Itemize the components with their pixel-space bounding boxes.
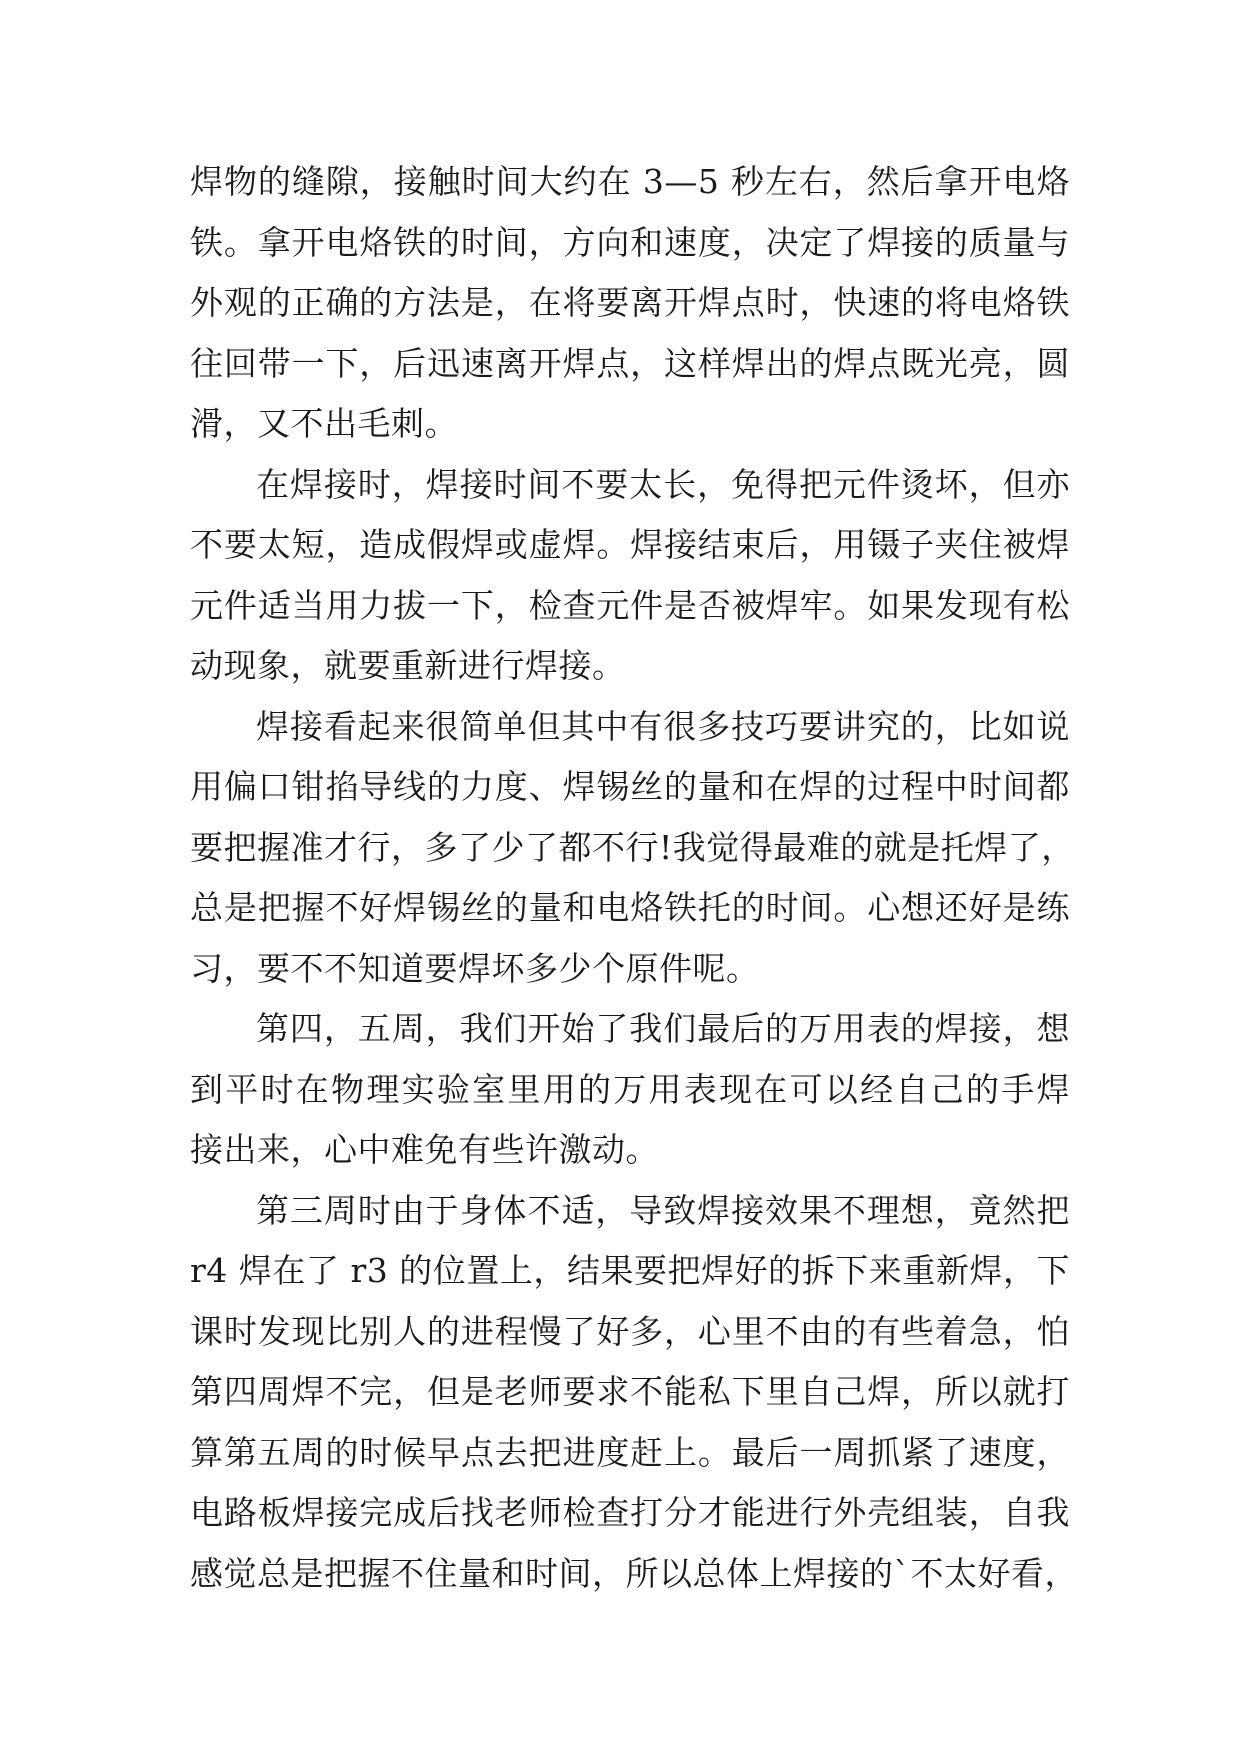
paragraph-first-line: 第四，五周，我们开始了我们最后的万用表的焊接，想 bbox=[256, 1009, 1070, 1048]
text-line: 铁。拿开电烙铁的时间，方向和速度，决定了焊接的质量与 bbox=[190, 222, 1070, 262]
text-line: 课时发现比别人的进程慢了好多，心里不由的有些着急，怕 bbox=[190, 1311, 1070, 1351]
text-line: 焊物的缝隙，接触时间大约在 3—5 秒左右，然后拿开电烙 bbox=[190, 162, 1070, 201]
text-line: 滑，又不出毛刺。 bbox=[190, 404, 458, 443]
paragraph-first-line: 在焊接时，焊接时间不要太长，免得把元件烫坏，但亦 bbox=[256, 464, 1070, 504]
text-line: 要把握准才行，多了少了都不行!我觉得最难的就是托焊了， bbox=[190, 827, 1075, 867]
text-line: 电路板焊接完成后找老师检查打分才能进行外壳组装，自我 bbox=[190, 1493, 1070, 1532]
text-line: 元件适当用力拔一下，检查元件是否被焊牢。如果发现有松 bbox=[190, 585, 1070, 625]
text-line: 动现象，就要重新进行焊接。 bbox=[190, 646, 626, 685]
text-line: 不要太短，造成假焊或虚焊。焊接结束后，用镊子夹住被焊 bbox=[190, 525, 1070, 564]
text-line: r4 焊在了 r3 的位置上，结果要把焊好的拆下来重新焊，下 bbox=[190, 1251, 1070, 1290]
paragraph-first-line: 第三周时由于身体不适，导致焊接效果不理想，竟然把 bbox=[256, 1190, 1070, 1230]
paragraph-first-line: 焊接看起来很简单但其中有很多技巧要讲究的，比如说 bbox=[256, 706, 1070, 746]
text-line: 习，要不不知道要焊坏多少个原件呢。 bbox=[190, 948, 760, 988]
text-line: 第四周焊不完，但是老师要求不能私下里自己焊，所以就打 bbox=[190, 1372, 1070, 1411]
text-line: 外观的正确的方法是，在将要离开焊点时，快速的将电烙铁 bbox=[190, 283, 1070, 322]
text-line: 感觉总是把握不住量和时间，所以总体上焊接的`不太好看， bbox=[190, 1553, 1078, 1593]
text-line: 用偏口钳掐导线的力度、焊锡丝的量和在焊的过程中时间都 bbox=[190, 767, 1070, 806]
text-line: 接出来，心中难免有些许激动。 bbox=[190, 1130, 659, 1169]
text-line: 到平时在物理实验室里用的万用表现在可以经自己的手焊 bbox=[190, 1069, 1070, 1109]
text-line: 算第五周的时候早点去把进度赶上。最后一周抓紧了速度， bbox=[190, 1432, 1070, 1472]
document-body bbox=[190, 152, 1078, 1604]
text-line: 往回带一下，后迅速离开焊点，这样焊出的焊点既光亮，圆 bbox=[190, 343, 1070, 383]
text-line: 总是把握不好焊锡丝的量和电烙铁托的时间。心想还好是练 bbox=[190, 888, 1070, 927]
